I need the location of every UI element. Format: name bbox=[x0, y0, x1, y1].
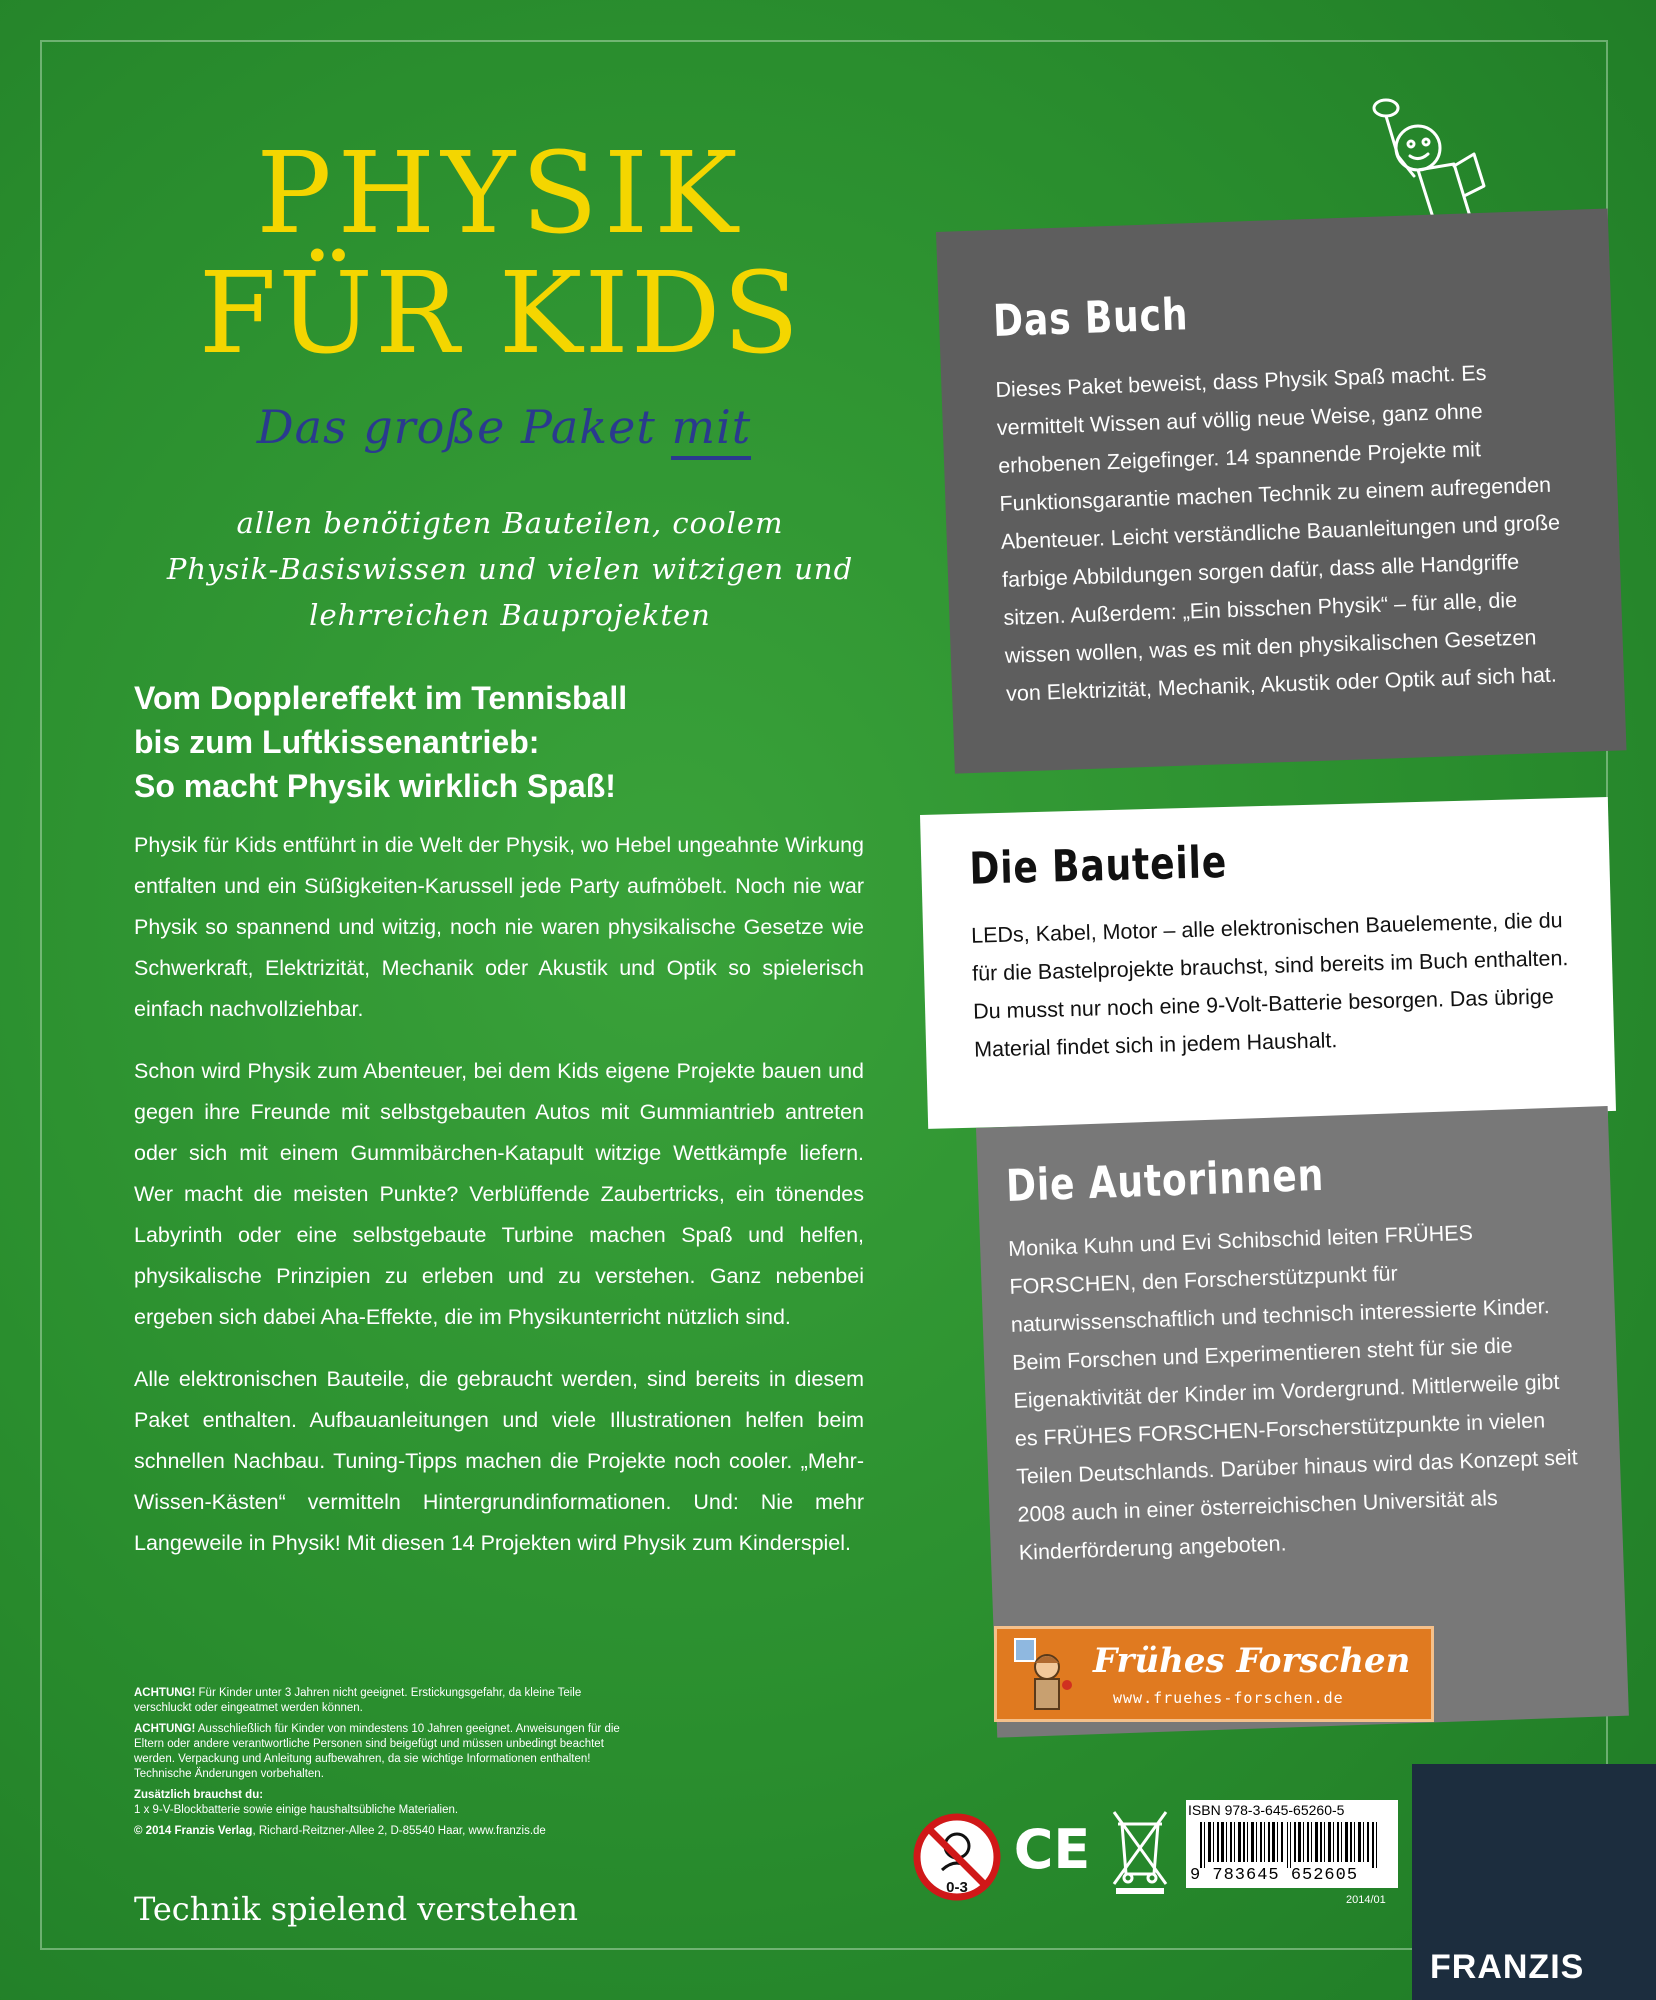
copyright-bold: © 2014 Franzis Verlag bbox=[134, 1825, 253, 1837]
panel-die-bauteile-text: LEDs, Kabel, Motor – alle elektronischen Bauelemente, die du für die Bastelprojekte brauchst, sind bereits im Buch enthalten. Du musst nur noch eine 9-Volt-Batterie besorgen. Das übrige Material findet sich in jedem Haushalt. bbox=[970, 908, 1569, 1062]
body-paragraph-3: Alle elektronischen Bauteile, die gebraucht werden, sind bereits in diesem Paket enthalten. Aufbauanleitungen und viele Illustrationen helfen beim schnellen Nachbau. Tuning-Tipps machen die Projekte noch cooler. „Mehr-Wissen-Kästen“ vermitteln Hintergrundinformationen. Und: Nie mehr Langeweile in Physik! Mit diesen 14 Projekten wird Physik zum Kinderspiel. bbox=[134, 1367, 864, 1555]
lead-heading bbox=[134, 676, 854, 808]
lead-line-2: bis zum Luftkissenantrieb: bbox=[134, 724, 540, 760]
logo-url: www.fruehes-forschen.de bbox=[1113, 1689, 1344, 1707]
extra-materials-text: 1 x 9-V-Blockbatterie sowie einige haushaltsübliche Materialien. bbox=[134, 1804, 459, 1816]
publisher-logo: FRANZIS bbox=[1430, 1948, 1585, 1986]
subtitle-white-line-2: Physik-Basiswissen und vielen witzigen und bbox=[166, 552, 854, 586]
panel-das-buch-text: Dieses Paket beweist, dass Physik Spaß macht. Es vermittelt Wissen auf völlig neue Weise, ganz ohne erhobenen Zeigefinger. 14 spannende Projekte mit Funktionsgarantie machen Technik zu einem aufregenden Abenteuer. Leicht verständliche Bauanleitungen und große farbige Abbildungen sorgen dafür, dass alle Handgriffe sitzen. Außerdem: „Ein bisschen Physik“ – für alle, die wissen wollen, was es mit den physikalischen Gesetzen von Elektrizität, Mechanik, Akustik oder Optik auf sich hat. bbox=[995, 360, 1561, 706]
body-paragraph-1: Physik für Kids entführt in die Welt der Physik, wo Hebel ungeahnte Wirkung entfalten und ein Süßigkeiten-Karussell jede Party aufmöbelt. Noch nie war Physik so spannend und witzig, noch nie waren physikalische Gesetze wie Schwerkraft, Elektrizität, Mechanik oder Akustik und Optik so spielerisch einfach nachvollziehbar. bbox=[134, 833, 864, 1021]
ce-mark-text: CE bbox=[1013, 1818, 1091, 1878]
logo-name: Frühes Forschen bbox=[1093, 1641, 1411, 1681]
subtitle-blue-main: Das große Paket bbox=[256, 400, 656, 454]
body-paragraph-2: Schon wird Physik zum Abenteuer, bei dem Kids eigene Projekte bauen und gegen ihre Freunde mit selbstgebauten Autos mit Gummiantrieb antreten oder sich mit einem Gummibärchen-Katapult witzige Wettkämpfe liefern. Wer macht die meisten Punkte? Verblüffende Zaubertricks, ein tönendes Labyrinth oder eine selbstgebaute Turbine machen Spaß und helfen, physikalische Prinzipien zu erleben und zu verstehen. Ganz nebenbei ergeben sich dabei Aha-Effekte, die im Physikunterricht nützlich sind. bbox=[134, 1059, 864, 1329]
warning-1-label: ACHTUNG! bbox=[134, 1687, 196, 1699]
title-line-2: FÜR KIDS bbox=[198, 249, 802, 379]
date-code: 2014/01 bbox=[1346, 1894, 1386, 1906]
warning-1 bbox=[134, 1686, 634, 1716]
subtitle-blue-mit: mit bbox=[671, 400, 751, 460]
ce-mark-icon bbox=[1012, 1818, 1092, 1878]
warnings bbox=[134, 1686, 634, 1845]
weee-bin-icon bbox=[1110, 1808, 1170, 1894]
panel-die-autorinnen-text: Monika Kuhn und Evi Schibschid leiten FRÜHES FORSCHEN, den Forscherstützpunkt für naturwissenschaftlich und technisch interessierte Kinder. Beim Forschen und Experimentieren steht für sie die Eigenaktivität der Kinder im Vordergrund. Mittlerweile gibt es FRÜHES FORSCHEN-Forscherstützpunkte in vielen Teilen Deutschlands. Darüber hinaus wird das Konzept seit 2008 auch in einer österreichischen Universität als Kinderförderung angeboten. bbox=[1007, 1220, 1578, 1565]
extra-materials bbox=[134, 1788, 634, 1818]
slogan: Technik spielend verstehen bbox=[134, 1890, 578, 1928]
warning-2-text: Ausschließlich für Kinder von mindestens 10 Jahren geeignet. Anweisungen für die Eltern oder andere verantwortliche Personen sind beigefügt und müssen unbedingt beachtet werden. Verpackung und Anleitung aufbewahren, da sie wichtige Informationen enthalten! Technische Änderungen vorbehalten. bbox=[134, 1723, 620, 1780]
subtitle-white-line-1: allen benötigten Bauteilen, coolem bbox=[236, 506, 784, 540]
title-line-1: PHYSIK bbox=[256, 129, 744, 259]
lead-line-3: So macht Physik wirklich Spaß! bbox=[134, 768, 616, 804]
panel-die-autorinnen-heading: Die Autorinnen bbox=[1005, 1149, 1325, 1212]
ean-number: 9 783645 652605 bbox=[1190, 1866, 1359, 1885]
fruehes-forschen-logo bbox=[994, 1626, 1434, 1722]
researcher-figure-icon bbox=[1011, 1637, 1075, 1717]
age-warning-icon bbox=[912, 1812, 1002, 1902]
subtitle-white bbox=[150, 500, 870, 638]
panel-das-buch bbox=[936, 209, 1627, 774]
panel-das-buch-heading: Das Buch bbox=[992, 289, 1190, 348]
extra-materials-label: Zusätzlich brauchst du: bbox=[134, 1789, 264, 1801]
copyright-rest: , Richard-Reitzner-Allee 2, D-85540 Haar, www.franzis.de bbox=[252, 1825, 546, 1837]
warning-2 bbox=[134, 1722, 634, 1782]
warning-1-text: Für Kinder unter 3 Jahren nicht geeignet. Erstickungsgefahr, da kleine Teile verschluckt oder eingeatmet werden können. bbox=[134, 1687, 582, 1714]
copyright bbox=[134, 1824, 634, 1839]
warning-2-label: ACHTUNG! bbox=[134, 1723, 196, 1735]
body-text bbox=[134, 825, 864, 1585]
panel-die-bauteile bbox=[920, 797, 1616, 1129]
subtitle-blue bbox=[224, 400, 784, 454]
panel-die-bauteile-heading: Die Bauteile bbox=[968, 836, 1228, 895]
lead-line-1: Vom Dopplereffekt im Tennisball bbox=[134, 680, 628, 716]
isbn-number: ISBN 978-3-645-65260-5 bbox=[1188, 1802, 1345, 1818]
age-label: 0-3 bbox=[946, 1879, 968, 1896]
subtitle-white-line-3: lehrreichen Bauprojekten bbox=[309, 598, 711, 632]
